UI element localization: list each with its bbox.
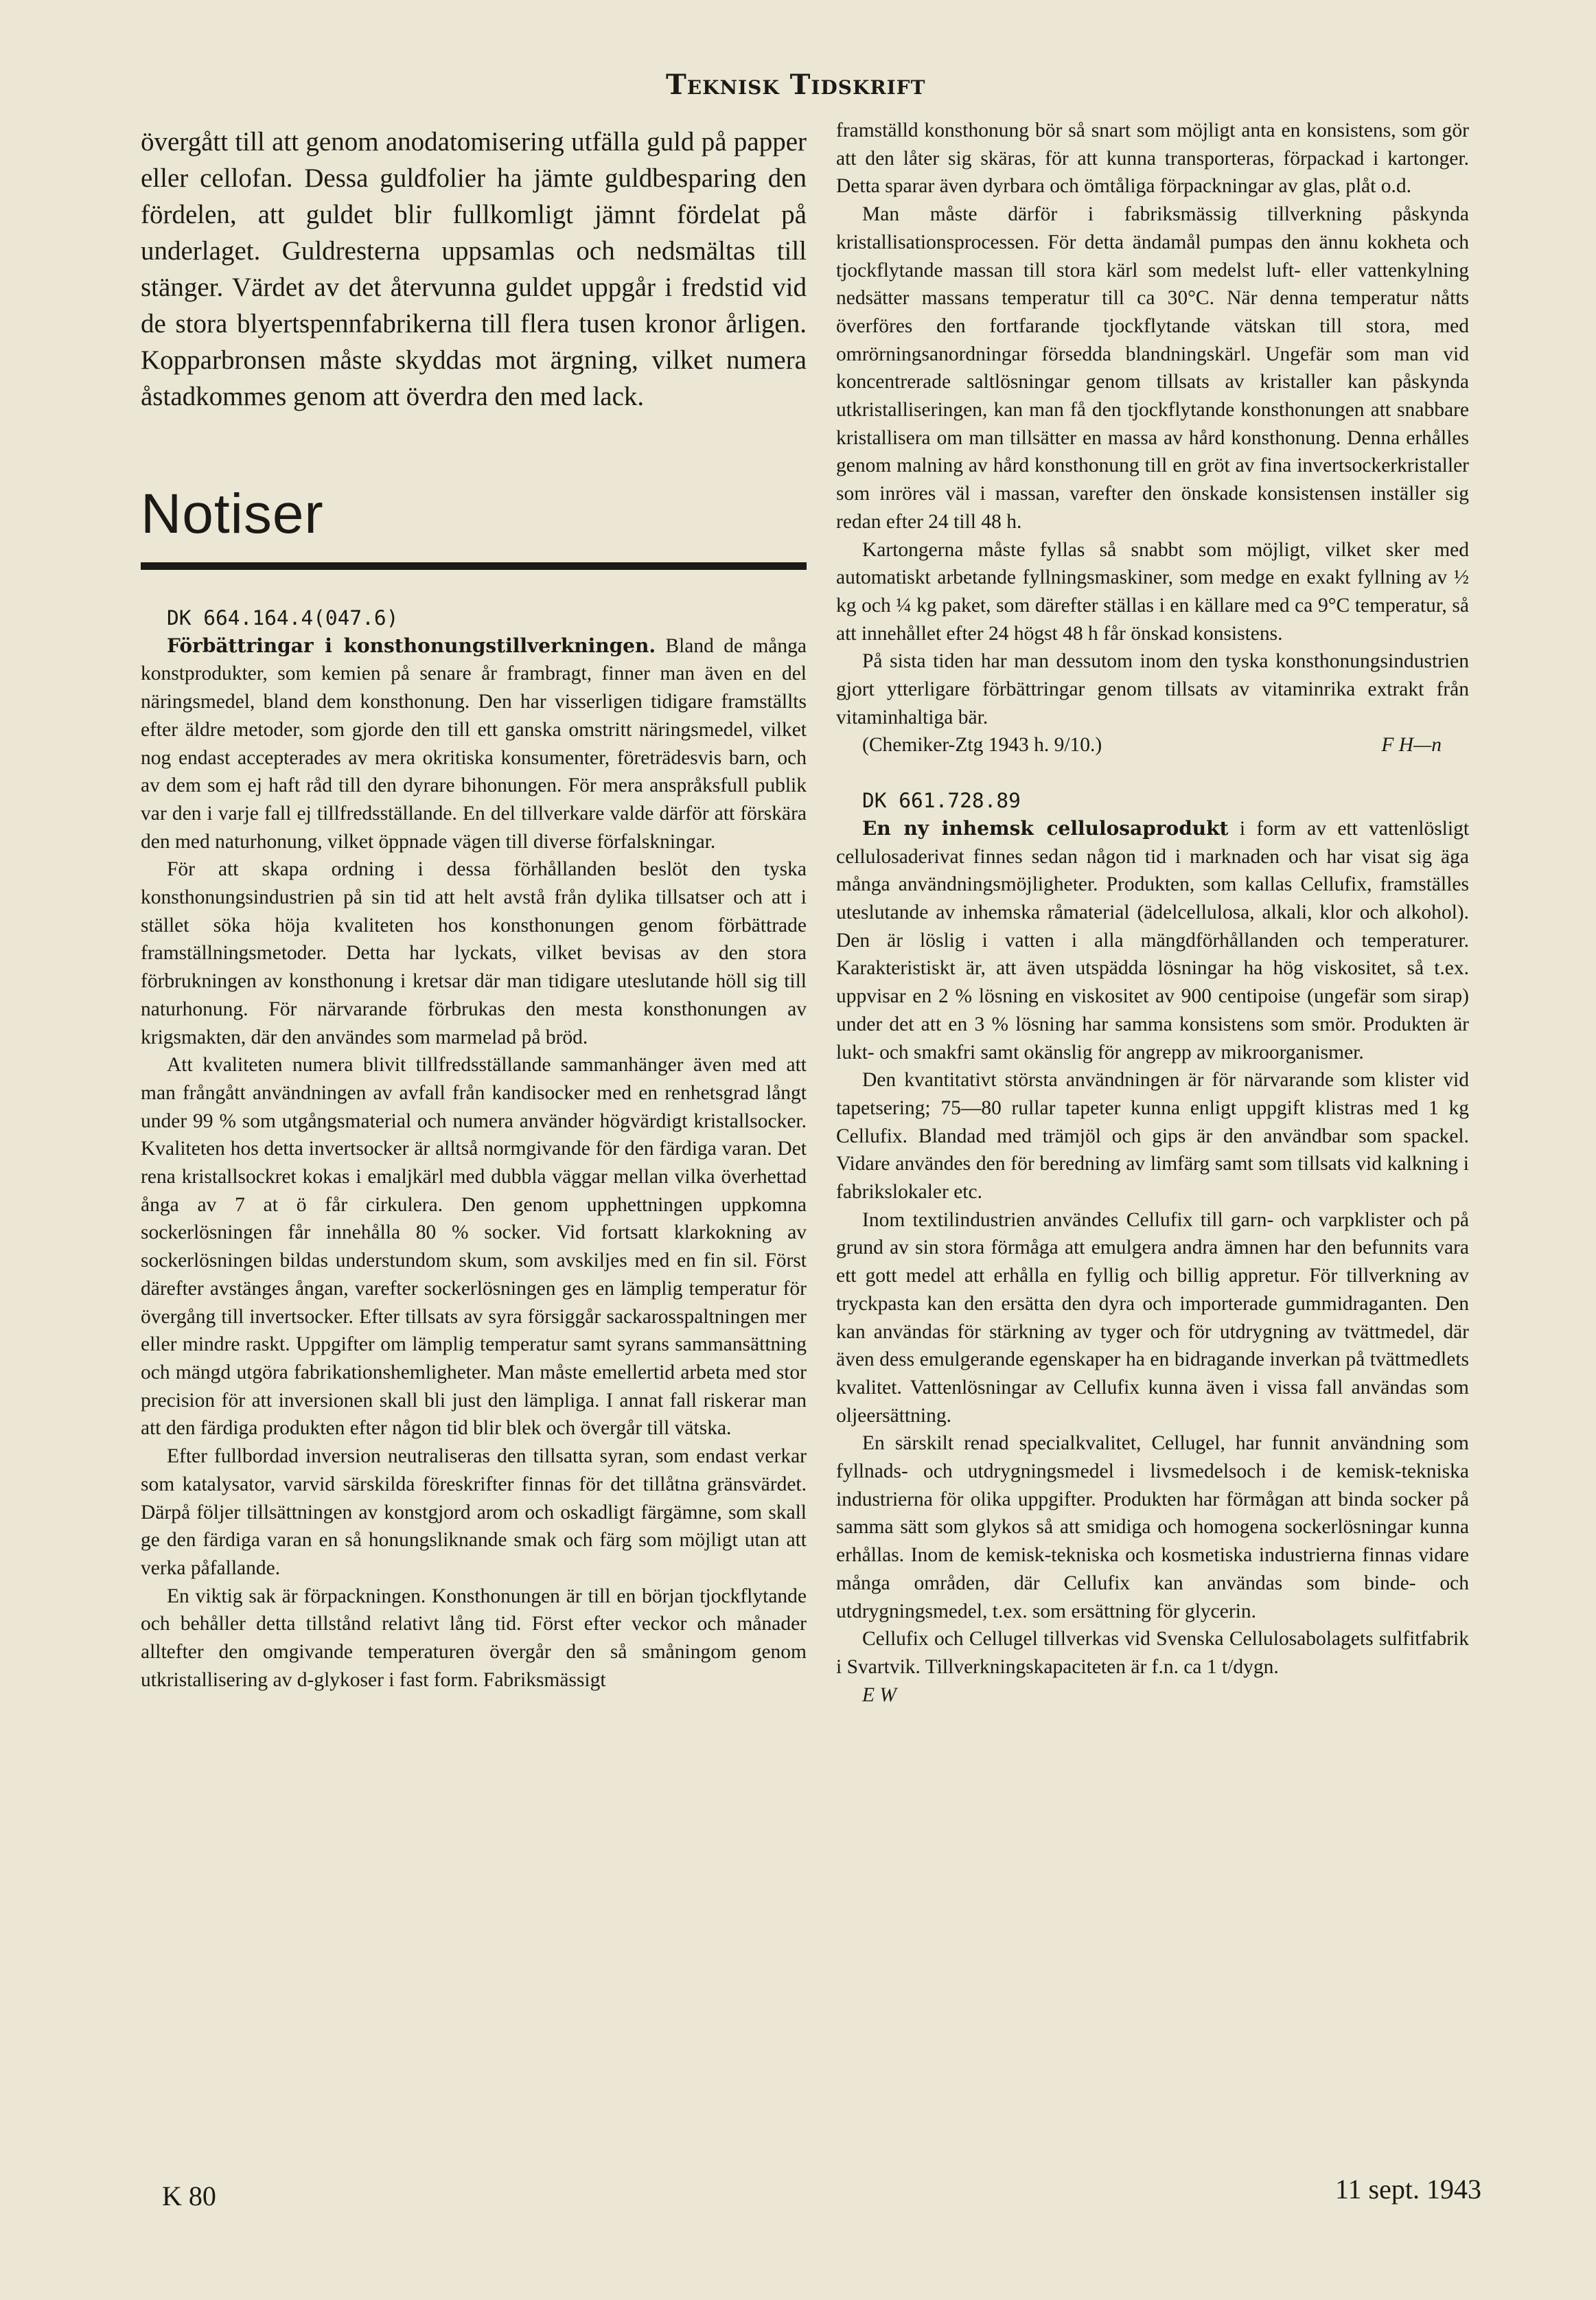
page-number: K 80 (162, 2181, 216, 2211)
article-1-p8: Kartongerna måste fyllas så snabbt som möjligt, vilket sker med automatiskt arbetande fyllningsmaskiner, som medge en exakt fyllning av ½ kg och ¼ kg paket, som därefter ställas i en källare med ca 9°C temperatur, så att innehållet efter 24 högst 48 h får önskad konsistens. (836, 538, 1469, 645)
article-1-p6: framställd konsthonung bör så snart som möjligt anta en konsistens, som gör att den låter sig skäras, för att kunna transporteras, förpackad i kartonger. Detta sparar även dyrbara och ömtåliga förpackningar av glas, plåt o.d. (836, 119, 1469, 198)
article-2-p5: Cellufix och Cellugel tillverkas vid Svenska Cellulosabolagets sulfitfabrik i Svartvik. Tillverkningskapaciteten är f.n. ca 1 t/dygn. (836, 1628, 1469, 1678)
article-2-p1: i form av ett vattenlösligt cellulosaderivat finnes sedan någon tid i marknaden och har visat sig äga många användningsmöjligheter. Produkten, som kallas Cellufix, framställes uteslutande av inhemska råmaterial (ädelcellulosa, alkali, klor och alkohol). Den är löslig i vatten i alla mängdförhållanden och temperaturer. Karakteristiskt är, att även utspädda lösningar ha hög viskositet, så t.ex. uppvisar en 2 % lösning en viskositet av 900 centipoise (ungefär som sirap) under det att en 3 % lösning har samma konsistens som smör. Produkten är lukt- och smakfri samt okänslig för angrepp av mikroorganismer. (836, 817, 1470, 1063)
article-1-p7: Man måste därför i fabriksmässig tillverkning påskynda kristallisationsprocessen. För detta ändamål pumpas den ännu kokheta och tjockflytande massan till stora kärl som medelst luft- eller vattenkylning nedsätter massans temperatur till ca 30°C. När denna temperatur nåtts överföres den fortfarande tjockflytande vätskan till stora, med omrörningsanordningar försedda blandningskärl. Ungefär som man vid koncentrerade saltlösningar genom tillsats av kristaller kan påskynda utkristalliseringen, kan man få den tjockflytande konsthonungen att snabbare kristallisera om man tillsätter en massa av hård konsthonung. Denna erhålles genom malning av hård konsthonung till en gröt av fina invertsockerkristaller som inröres väl i massan, varefter den önskade konsistensen inställer sig redan efter 24 till 48 h. (836, 203, 1469, 533)
article-1-signature: F H—n (1381, 734, 1442, 757)
lead-paragraph: övergått till att genom anodatomisering utfälla guld på papper eller cellofan. Dessa guldfolier ha jämte guldbesparing den fördelen, att guldet blir fullkomligt jämnt fördelat på underlaget. Guldresterna uppsamlas och nedsmältas till stänger. Värdet av det återvunna guldet uppgår i fredstid vid de stora blyertspennfabrikerna till flera tusen kronor årligen. Kopparbronsen måste skyddas mot ärgning, vilket numera åstadkommes genom att överdra den med lack. (141, 127, 807, 411)
journal-header: Teknisk Tidskrift (666, 69, 926, 101)
article-2-dk-code: DK 661.728.89 (862, 789, 1021, 813)
article-1-p2: För att skapa ordning i dessa förhållanden beslöt den tyska konsthonungsindustrien på sin tid att helt avstå från dylika tillsatser och att i stället söka höja kvaliteten hos konsthonungen genom förbättrade framställningsmetoder. Detta har lyckats, vilket bevisas av den stora förbrukningen av konsthonung i kretsar där man tidigare uteslutande höll sig till naturhonung. För närvarande förbrukas den mesta konsthonungen av krigsmakten, där den användes som marmelad på bröd. (141, 858, 807, 1048)
article-1-reference (836, 731, 1469, 759)
article-1-p1: Bland de många konstprodukter, som kemien på senare år frambragt, finner man även en del näringsmedel, bland dem konsthonung. Den har visserligen tidigare framställts efter äldre metoder, som gjorde den till ett ganska omstritt näringsmedel, vilket nog endast accepterades av mera okritiska konsumenter, företrädesvis barn, och av dem som ej haft råd till den dyrare bihonungen. För mera anspråksfull publik var den i varje fall ej tillfredsställande. En del tillverkare valde därför att förskära den med naturhonung, vilket öppnade vägen till diverse förfalskningar. (141, 634, 807, 853)
article-2-p3: Inom textilindustrien användes Cellufix till garn- och varpklister och på grund av sin stora förmåga att emulgera andra ämnen har den befunnits vara ett gott medel att erhålla en fyllig och billig appretur. För tillverkning av tryckpasta kan den ersätta den dyra och importerade gummidraganten. Den kan användas för stärkning av tyger och för utdrygning av tvättmedel, där även dess emulgerande egenskaper ha en bidragande inverkan på tvättmedlets kvalitet. Vattenlösningar av Cellufix kunna även i vissa fall användas som oljeersättning. (836, 1208, 1469, 1427)
article-1-p9: På sista tiden har man dessutom inom den tyska konsthonungsindustrien gjort ytterligare förbättringar genom tillsats av vitaminrika extrakt från vitaminhaltiga bär. (836, 650, 1469, 728)
article-1-paragraph (141, 632, 807, 856)
article-2-heading: En ny inhemsk cellulosaprodukt (862, 816, 1229, 840)
section-rule (141, 562, 807, 570)
lead-paragraph-block (141, 124, 807, 415)
article-1-p5: En viktig sak är förpackningen. Konsthonungen är till en början tjockflytande och behåller detta tillstånd relativt lång tid. Först efter veckor och månader alltefter den omgivande temperaturen övergår den så småningom genom utkristallisering av d-glykoser i fast form. Fabriksmässigt (141, 1585, 807, 1691)
issue-date: 11 sept. 1943 (1335, 2174, 1481, 2205)
article-2-p4: En särskilt renad specialkvalitet, Cellugel, har funnit användning som fyllnads- och utdrygningsmedel i livsmedelsoch i de kemisk-tekniska industrierna för olika uppgifter. Produkten har förmågan att binda socker på samma sätt som glykos så att smidiga och homogena sockerlösningar kunna erhållas. Inom de kemisk-tekniska och kosmetiska industrierna finnas vidare många områden, där Cellufix kan användas som binde- och utdrygningsmedel, t.ex. som ersättning för glycerin. (836, 1432, 1469, 1622)
article-1-p3: Att kvaliteten numera blivit tillfredsställande sammanhänger även med att man frångått användningen av avfall från kandisocker med en renhetsgrad långt under 99 % som utgångsmaterial och numera använder högvärdigt kristallsocker. Kvaliteten hos detta invertsocker är alltså normgivande för den färdiga varan. Det rena kristallsockret kokas i emaljkärl med dubbla väggar mellan vilka överhettad ånga av 7 at ö får cirkulera. Den genom upphettningen uppkomna sockerlösningen får innehålla 80 % socker. Vid fortsatt klarkokning av sockerlösningen bildas understundom skum, som avskiljes med en fin sil. Först därefter avstänges ångan, varefter sockerlösningen ges en lämplig temperatur för övergång till invertsocker. Efter tillsats av syra försiggår sackarosspaltningen mer eller mindre raskt. Uppgifter om lämplig temperatur samt syrans sammansättning och mängd utgöra fabrikationshemligheter. Man måste emellertid arbeta med stor precision för att inversionen skall bli just den lämpliga. I annat fall riskerar man att den färdiga produkten efter någon tid blir blek och övergår till vätska. (141, 1054, 807, 1440)
left-column (141, 124, 807, 1694)
article-1-heading: Förbättringar i konsthonungstillverkningen. (167, 634, 656, 657)
article-2-p2: Den kvantitativt största användningen är för närvarande som klister vid tapetsering; 75—80 rullar tapeter kunna enligt uppgift klistras med 1 kg Cellufix. Blandad med trämjöl och gips är den användbar som spackel. Vidare användes den för beredning av limfärg samt som tillsats vid kalkning i fabrikslokaler etc. (836, 1069, 1469, 1204)
article-1-dk-code: DK 664.164.4(047.6) (167, 606, 399, 630)
article-1-source: (Chemiker-Ztg 1943 h. 9/10.) (862, 734, 1102, 757)
article-2-paragraph (836, 815, 1469, 1066)
article-1-left (141, 604, 807, 1694)
article-1-p4: Efter fullbordad inversion neutraliseras den tillsatta syran, som endast verkar som katalysator, varvid särskilda föreskrifter finnas för det tillåtna gränsvärdet. Därpå följer tillsättningen av konstgjord arom och oskadligt färgämne, som skall ge den färdiga varan en så honungsliknande smak och färg som möjligt utan att verka påfallande. (141, 1445, 807, 1579)
section-title: Notiser (141, 483, 324, 545)
right-column (836, 117, 1469, 1709)
article-2-signature: E W (862, 1683, 897, 1706)
